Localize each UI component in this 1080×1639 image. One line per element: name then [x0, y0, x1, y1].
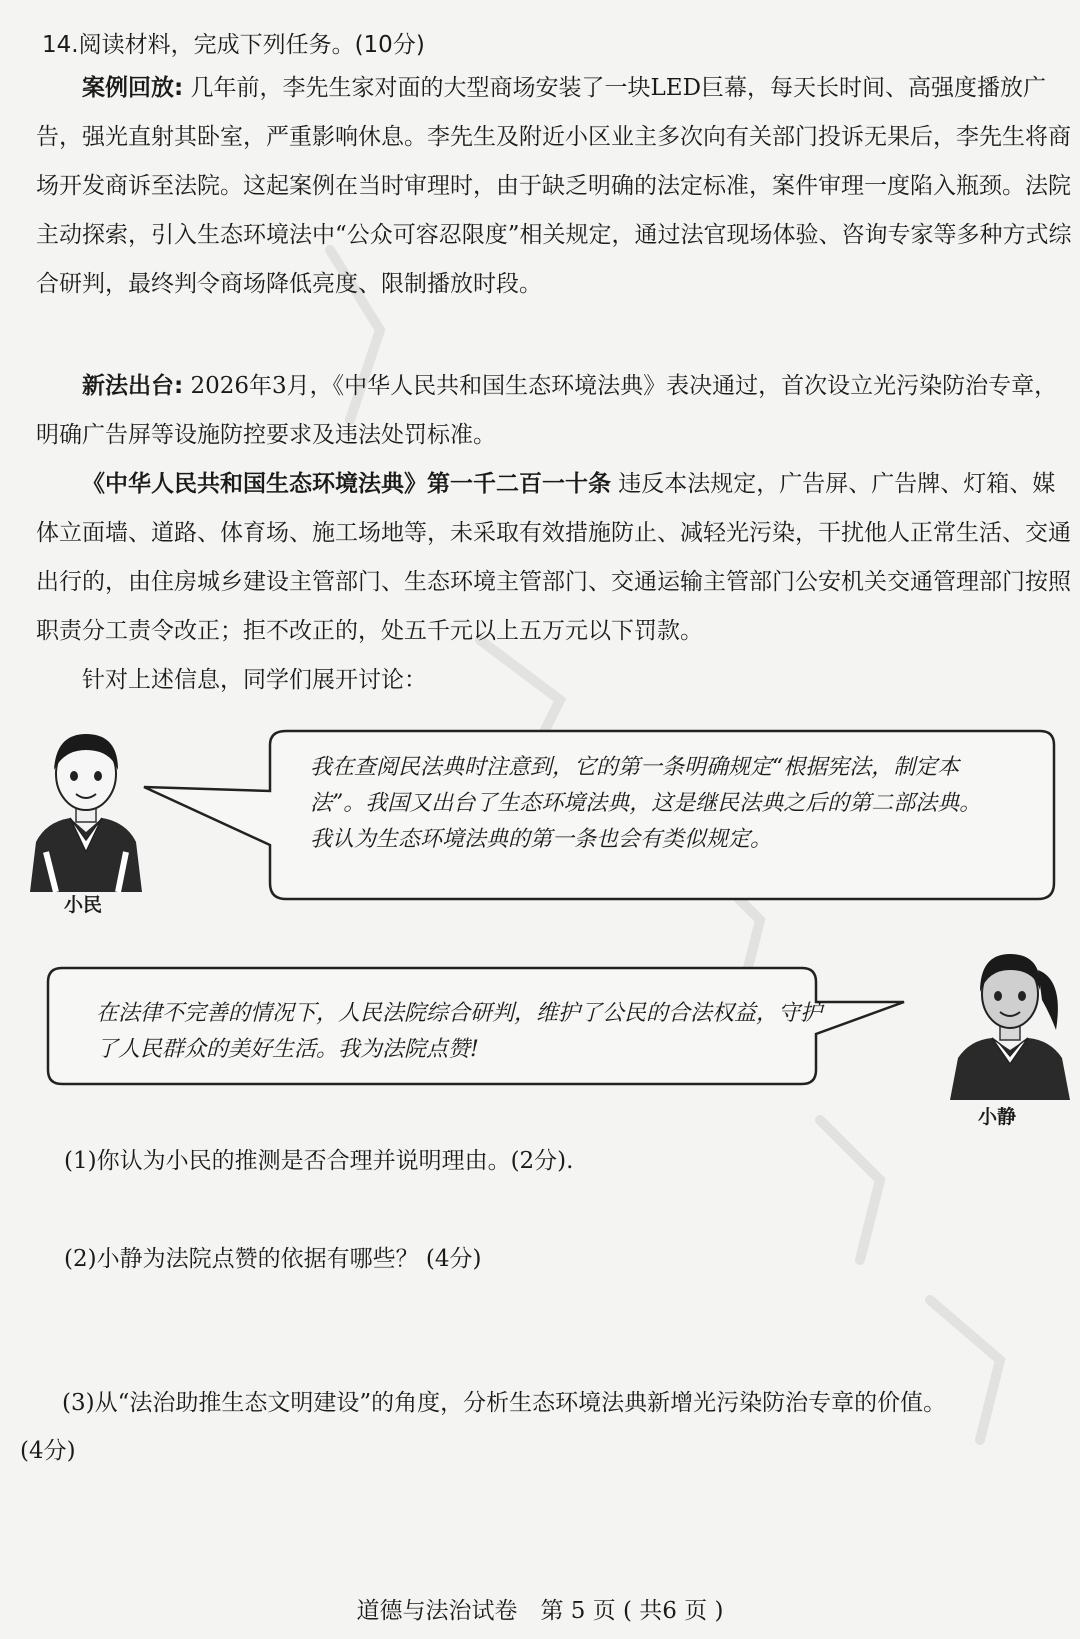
case-review-paragraph [36, 64, 1076, 309]
new-law-lead: 新法出台: [82, 373, 184, 399]
question-1: (1)你认为小民的推测是否合理并说明理由。(2分). [64, 1148, 574, 1174]
article-lead: 《中华人民共和国生态环境法典》第一千二百一十条 [82, 471, 611, 497]
article-text: 违反本法规定，广告屏、广告牌、灯箱、媒体立面墙、道路、体育场、施工场地等，未采取有效措施防止、减轻光污染，干扰他人正常生活、交通出行的，由住房城乡建设主管部门、生态环境主管部门、交通运输主管部门公安机关交通管理部门按照职责分工责令改正；拒不改正的，处五千元以上五万元以下罚款。 [36, 471, 1071, 644]
girl-speech-text: 在法律不完善的情况下，人民法院综合研判，维护了公民的合法权益，守护了人民群众的美好生活。我为法院点赞! [96, 1001, 823, 1062]
case-review-lead: 案例回放: [82, 75, 184, 101]
girl-name: 小静 [978, 1106, 1017, 1128]
discussion-intro: 针对上述信息，同学们展开讨论： [82, 667, 427, 693]
question-2: (2)小静为法院点赞的依据有哪些？ (4分) [64, 1246, 482, 1272]
question-3-score: (4分) [20, 1438, 76, 1464]
boy-speech-text: 我在查阅民法典时注意到，它的第一条明确规定“根据宪法，制定本法”。我国又出台了生态环境法典，这是继民法典之后的第二部法典。我认为生态环境法典的第一条也会有类似规定。 [310, 755, 982, 852]
article-paragraph [36, 460, 1076, 656]
question-title: 14.阅读材料，完成下列任务。(10分) [42, 32, 425, 58]
case-review-text: 几年前，李先生家对面的大型商场安装了一块LED巨幕，每天长时间、高强度播放广告，强光直射其卧室，严重影响休息。李先生及附近小区业主多次向有关部门投诉无果后，李先生将商场开发商诉至法院。这起案例在当时审理时，由于缺乏明确的法定标准，案件审理一度陷入瓶颈。法院主动探索，引入生态环境法中“公众可容忍限度”相关规定，通过法官现场体验、咨询专家等多种方式综合研判，最终判令商场降低亮度、限制播放时段。 [36, 75, 1072, 297]
question-3: (3)从“法治助推生态文明建设”的角度，分析生态环境法典新增光污染防治专章的价值。 [62, 1390, 947, 1416]
new-law-paragraph [36, 362, 1076, 460]
page-footer: 道德与法治试卷 第 5 页 ( 共6 页 ) [356, 1598, 724, 1624]
boy-avatar [26, 722, 146, 892]
new-law-text: 2026年3月，《中华人民共和国生态环境法典》表决通过，首次设立光污染防治专章，明确广告屏等设施防控要求及违法处罚标准。 [36, 373, 1058, 448]
girl-avatar [946, 940, 1074, 1110]
boy-name: 小民 [64, 894, 103, 916]
